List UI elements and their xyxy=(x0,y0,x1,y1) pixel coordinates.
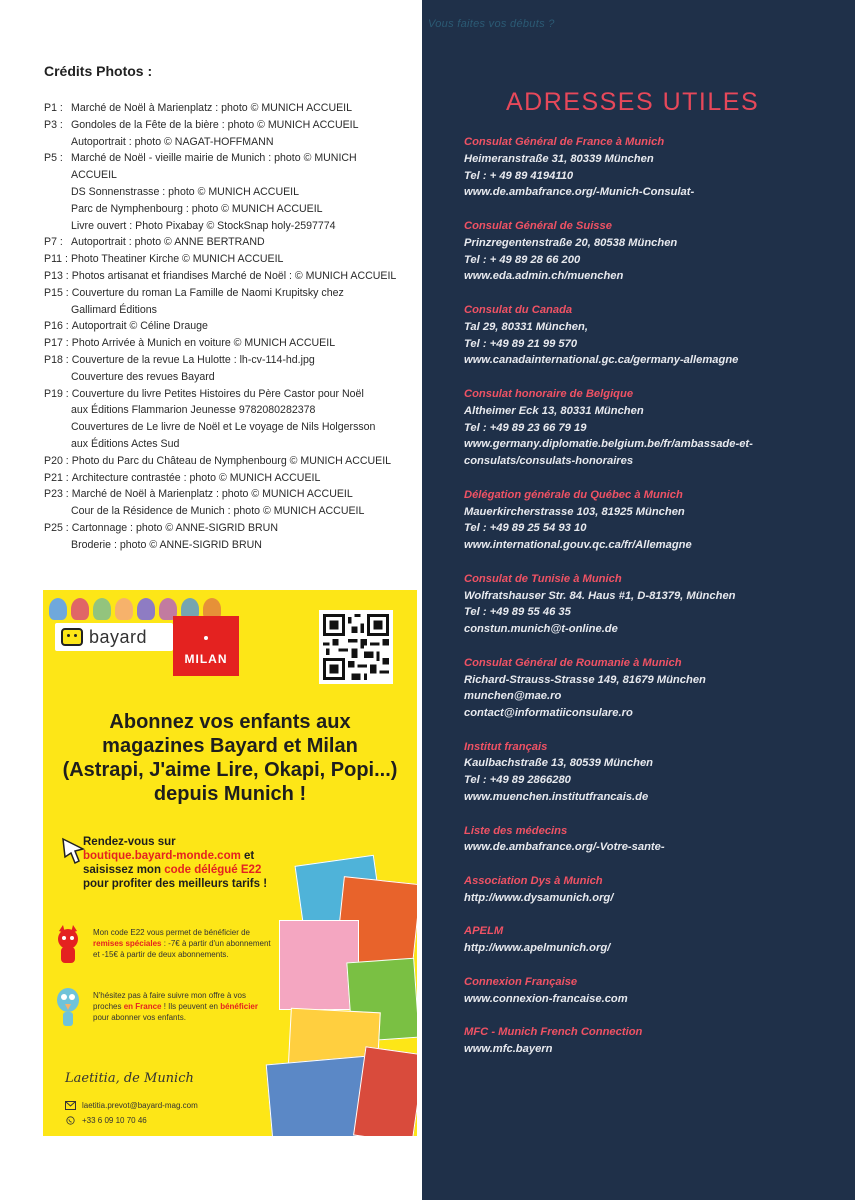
cta-text: pour profiter des meilleurs tarifs ! xyxy=(83,878,268,890)
credit-text: Cartonnage : photo © ANNE-SIGRID BRUN xyxy=(71,521,278,534)
address-link[interactable]: www.international.gouv.qc.ca/fr/Allemagne xyxy=(464,539,692,552)
credit-page-number: P11 : xyxy=(44,253,68,266)
address-line: Tel : +49 89 55 46 35 xyxy=(464,606,571,619)
address-name: MFC - Munich French Connection xyxy=(464,1026,643,1039)
address-entry xyxy=(464,974,844,1008)
credit-page-number: P5 : xyxy=(44,152,63,165)
credit-page-number xyxy=(44,369,71,386)
character-icon xyxy=(93,598,111,620)
address-line: Tel : + 49 89 4194110 xyxy=(464,169,574,182)
credit-row xyxy=(44,167,414,184)
credit-page-number xyxy=(44,436,71,453)
address-name: Consulat de Tunisie à Munich xyxy=(464,572,622,585)
address-entry xyxy=(464,134,844,201)
credit-page-number xyxy=(44,402,71,419)
address-link[interactable]: constun.munich@t-online.de xyxy=(464,623,618,636)
address-link[interactable]: http://www.apelmunich.org/ xyxy=(464,942,611,955)
credit-row xyxy=(44,134,414,151)
credit-row xyxy=(44,453,414,470)
credit-text: Couverture de la revue La Hulotte : lh-cv-114-hd.jpg xyxy=(71,353,315,366)
ad-email-row[interactable] xyxy=(65,1101,198,1110)
credit-page-number: P15 : xyxy=(44,286,69,299)
address-link[interactable]: www.canadainternational.gc.ca/germany-allemagne xyxy=(464,354,739,367)
credit-row xyxy=(44,184,414,201)
credit-page-number: P25 : xyxy=(44,521,69,534)
credit-page-number: P18 : xyxy=(44,353,69,366)
cta-text: saisissez mon xyxy=(83,864,165,876)
credit-page-number: P19 : xyxy=(44,387,69,400)
address-link[interactable]: www.mfc.bayern xyxy=(464,1043,553,1056)
credit-text: Autoportrait : photo © NAGAT-HOFFMANN xyxy=(71,135,274,148)
credit-page-number xyxy=(44,503,71,520)
credit-text: Gondoles de la Fête de la bière : photo © MUNICH ACCUEIL xyxy=(71,118,359,131)
credit-row xyxy=(44,503,414,520)
faint-header-text: Vous faites vos débuts ? xyxy=(428,18,555,30)
credit-text: Couverture du roman La Famille de Naomi Krupitsky chez xyxy=(71,286,344,299)
credit-row xyxy=(44,386,414,403)
address-link[interactable]: www.germany.diplomatie.belgium.be/fr/ambassade-et- xyxy=(464,438,753,451)
ad-signature: Laetitia, de Munich xyxy=(65,1071,194,1086)
credit-text: aux Éditions Flammarion Jeunesse 9782080282378 xyxy=(71,404,316,417)
credit-page-number xyxy=(44,537,71,554)
headline-line: depuis Munich ! xyxy=(153,783,307,805)
credit-text: Broderie : photo © ANNE-SIGRID BRUN xyxy=(71,538,262,551)
address-entry xyxy=(464,1024,844,1058)
address-line: Tel : + 49 89 28 66 200 xyxy=(464,253,581,266)
address-name: Consulat Général de Roumanie à Munich xyxy=(464,656,682,669)
credit-row xyxy=(44,520,414,537)
credit-row xyxy=(44,117,414,134)
address-name: Connexion Française xyxy=(464,975,578,988)
address-name: Consulat Général de France à Munich xyxy=(464,136,665,148)
credit-text: Gallimard Éditions xyxy=(71,303,157,316)
red-character-icon xyxy=(51,925,85,967)
credit-text: Photo Arrivée à Munich en voiture © MUNICH ACCUEIL xyxy=(71,337,336,350)
credit-page-number: P16 : xyxy=(44,320,69,333)
ad-perk-discount: Mon code E22 vous permet de bénéficier de remises spéciales : -7€ à partir d'un abonnement et -15€ à partir de deux abonnements. xyxy=(93,928,271,959)
address-link[interactable]: http://www.dysamunich.org/ xyxy=(464,891,614,904)
milan-logo xyxy=(173,616,239,676)
address-link[interactable]: www.de.ambafrance.org/-Votre-sante- xyxy=(464,841,665,854)
credit-row xyxy=(44,268,414,285)
ad-perk-share: N'hésitez pas à faire suivre mon offre à vos proches en France ! Ils peuvent en bénéficier pour abonner vos enfants. xyxy=(93,991,258,1022)
credit-page-number: P7 : xyxy=(44,236,63,249)
shop-link[interactable]: boutique.bayard-monde.com xyxy=(83,850,241,862)
credit-row xyxy=(44,218,414,235)
address-name: Consulat Général de Suisse xyxy=(464,219,612,232)
credits-list xyxy=(44,100,414,554)
addresses-title: ADRESSES UTILES xyxy=(506,88,760,116)
credit-text: DS Sonnenstrasse : photo © MUNICH ACCUEIL xyxy=(71,185,300,198)
credit-row xyxy=(44,369,414,386)
credit-page-number xyxy=(44,302,71,319)
credit-row xyxy=(44,201,414,218)
address-line: Tal 29, 80331 München, xyxy=(464,320,588,333)
milan-logo-text: MILAN xyxy=(184,652,228,666)
credit-row xyxy=(44,486,414,503)
credit-page-number xyxy=(44,134,71,151)
credit-page-number: P17 : xyxy=(44,337,69,350)
credit-page-number xyxy=(44,184,71,201)
whatsapp-icon xyxy=(65,1116,76,1125)
credit-text: Livre ouvert : Photo Pixabay © StockSnap holy-2597774 xyxy=(71,219,336,232)
address-line: Altheimer Eck 13, 80331 München xyxy=(464,404,644,417)
address-name: Association Dys à Munich xyxy=(464,875,603,888)
address-link[interactable]: munchen@mae.ro xyxy=(464,690,562,703)
credit-row xyxy=(44,352,414,369)
address-entry xyxy=(464,923,844,957)
address-link[interactable]: www.eda.admin.ch/muenchen xyxy=(464,270,624,283)
character-icon xyxy=(137,598,155,620)
headline-line: (Astrapi, J'aime Lire, Okapi, Popi...) xyxy=(62,759,398,781)
credit-text: Architecture contrastée : photo © MUNICH ACCUEIL xyxy=(71,471,321,484)
magazine-covers xyxy=(279,860,417,1136)
credits-title: Crédits Photos : xyxy=(44,63,153,79)
address-line: Heimeranstraße 31, 80339 München xyxy=(464,152,654,165)
credit-row xyxy=(44,100,414,117)
cta-text: et xyxy=(240,850,255,862)
address-link[interactable]: www.muenchen.institutfrancais.de xyxy=(464,791,649,804)
bayard-face-icon xyxy=(61,628,83,646)
credit-text: Couverture des revues Bayard xyxy=(71,370,215,383)
cta-text: Rendez-vous sur xyxy=(83,836,176,848)
bayard-milan-ad[interactable] xyxy=(43,590,417,1136)
bird-character-icon xyxy=(51,984,85,1030)
address-entry xyxy=(464,386,844,470)
address-link[interactable]: contact@informatiiconsulare.ro xyxy=(464,707,633,720)
address-line: Kaulbachstraße 13, 80539 München xyxy=(464,757,654,770)
address-line: Richard-Strauss-Strasse 149, 81679 München xyxy=(464,673,706,686)
credit-row xyxy=(44,470,414,487)
credit-text: Marché de Noël à Marienplatz : photo © MUNICH ACCUEIL xyxy=(71,102,352,114)
useful-addresses-panel xyxy=(422,0,855,1200)
address-entry xyxy=(464,655,844,722)
address-line: Tel : +49 89 23 66 79 19 xyxy=(464,421,587,434)
mail-icon xyxy=(65,1101,76,1110)
qr-code-icon[interactable] xyxy=(319,610,393,684)
credit-row xyxy=(44,234,414,251)
credit-page-number: P21 : xyxy=(44,471,69,484)
credit-page-number: P23 : xyxy=(44,488,69,501)
credit-page-number: P13 : xyxy=(44,269,69,282)
address-name: Institut français xyxy=(464,740,548,753)
address-name: Consulat du Canada xyxy=(464,303,573,316)
credit-text: Marché de Noël - vieille mairie de Munich : photo © MUNICH xyxy=(71,152,357,165)
address-line: Mauerkircherstrasse 103, 81925 München xyxy=(464,505,685,518)
magazine-cover-image xyxy=(353,1046,417,1136)
address-entry xyxy=(464,302,844,369)
address-entry xyxy=(464,218,844,285)
credit-row xyxy=(44,537,414,554)
delegate-code: code délégué E22 xyxy=(164,864,262,876)
credit-row xyxy=(44,402,414,419)
address-link[interactable]: www.de.ambafrance.org/-Munich-Consulat- xyxy=(464,186,695,199)
credit-text: Photo du Parc du Château de Nymphenbourg © MUNICH ACCUEIL xyxy=(71,454,392,467)
character-icon xyxy=(49,598,67,620)
address-entry xyxy=(464,487,844,554)
ad-email[interactable]: laetitia.prevot@bayard-mag.com xyxy=(82,1101,198,1110)
credit-page-number xyxy=(44,218,71,235)
credit-text: Marché de Noël à Marienplatz : photo © MUNICH ACCUEIL xyxy=(71,488,353,501)
credit-row xyxy=(44,251,414,268)
address-entry xyxy=(464,873,844,907)
ad-headline xyxy=(43,710,417,806)
character-icon xyxy=(71,598,89,620)
credit-page-number: P3 : xyxy=(44,118,63,131)
address-entry xyxy=(464,571,844,638)
credit-text: Autoportrait : photo © ANNE BERTRAND xyxy=(71,236,265,249)
credit-page-number xyxy=(44,419,71,436)
headline-line: magazines Bayard et Milan xyxy=(102,735,358,757)
credit-row xyxy=(44,419,414,436)
credit-text: Parc de Nymphenbourg : photo © MUNICH ACCUEIL xyxy=(71,202,323,215)
credit-row xyxy=(44,335,414,352)
address-line: Tel : +49 89 25 54 93 10 xyxy=(464,522,587,535)
bayard-logo-text: bayard xyxy=(89,626,148,647)
address-link[interactable]: www.connexion-francaise.com xyxy=(464,992,628,1005)
credit-text: Autoportrait © Céline Drauge xyxy=(71,320,208,333)
credit-page-number: P1 : xyxy=(44,102,63,114)
ad-phone-row[interactable] xyxy=(65,1116,147,1125)
credit-text: Cour de la Résidence de Munich : photo © MUNICH ACCUEIL xyxy=(71,505,365,518)
credit-text: Couvertures de Le livre de Noël et Le voyage de Nils Holgersson xyxy=(71,421,376,434)
credit-row xyxy=(44,150,414,167)
address-line: Tel : +49 89 2866280 xyxy=(464,774,571,787)
addresses-list xyxy=(464,134,844,1075)
credit-text: Photo Theatiner Kirche © MUNICH ACCUEIL xyxy=(70,253,284,266)
credit-page-number xyxy=(44,167,71,184)
credit-page-number xyxy=(44,201,71,218)
ad-phone[interactable]: +33 6 09 10 70 46 xyxy=(82,1116,147,1125)
address-line: Prinzregentenstraße 20, 80538 München xyxy=(464,236,678,249)
address-name: Consulat honoraire de Belgique xyxy=(464,387,634,400)
credit-text: ACCUEIL xyxy=(71,169,117,182)
credit-text: Couverture du livre Petites Histoires du Père Castor pour Noël xyxy=(71,387,364,400)
credit-row xyxy=(44,285,414,302)
credit-text: Photos artisanat et friandises Marché de Noël : © MUNICH ACCUEIL xyxy=(71,269,397,282)
credit-page-number: P20 : xyxy=(44,454,69,467)
address-line: Wolfratshauser Str. 84. Haus #1, D-81379, München xyxy=(464,589,736,602)
bayard-logo xyxy=(55,623,173,651)
credit-text: aux Éditions Actes Sud xyxy=(71,437,180,450)
address-name: Délégation générale du Québec à Munich xyxy=(464,488,683,501)
character-icon xyxy=(115,598,133,620)
address-name: Liste des médecins xyxy=(464,824,568,837)
credit-row xyxy=(44,318,414,335)
credit-row xyxy=(44,302,414,319)
address-entry xyxy=(464,739,844,806)
address-entry xyxy=(464,823,844,857)
headline-line: Abonnez vos enfants aux xyxy=(109,711,351,733)
address-line: Tel : +49 89 21 99 570 xyxy=(464,337,578,350)
credit-row xyxy=(44,436,414,453)
address-name: APELM xyxy=(464,925,504,938)
address-link[interactable]: consulats/consulats-honoraires xyxy=(464,455,634,468)
